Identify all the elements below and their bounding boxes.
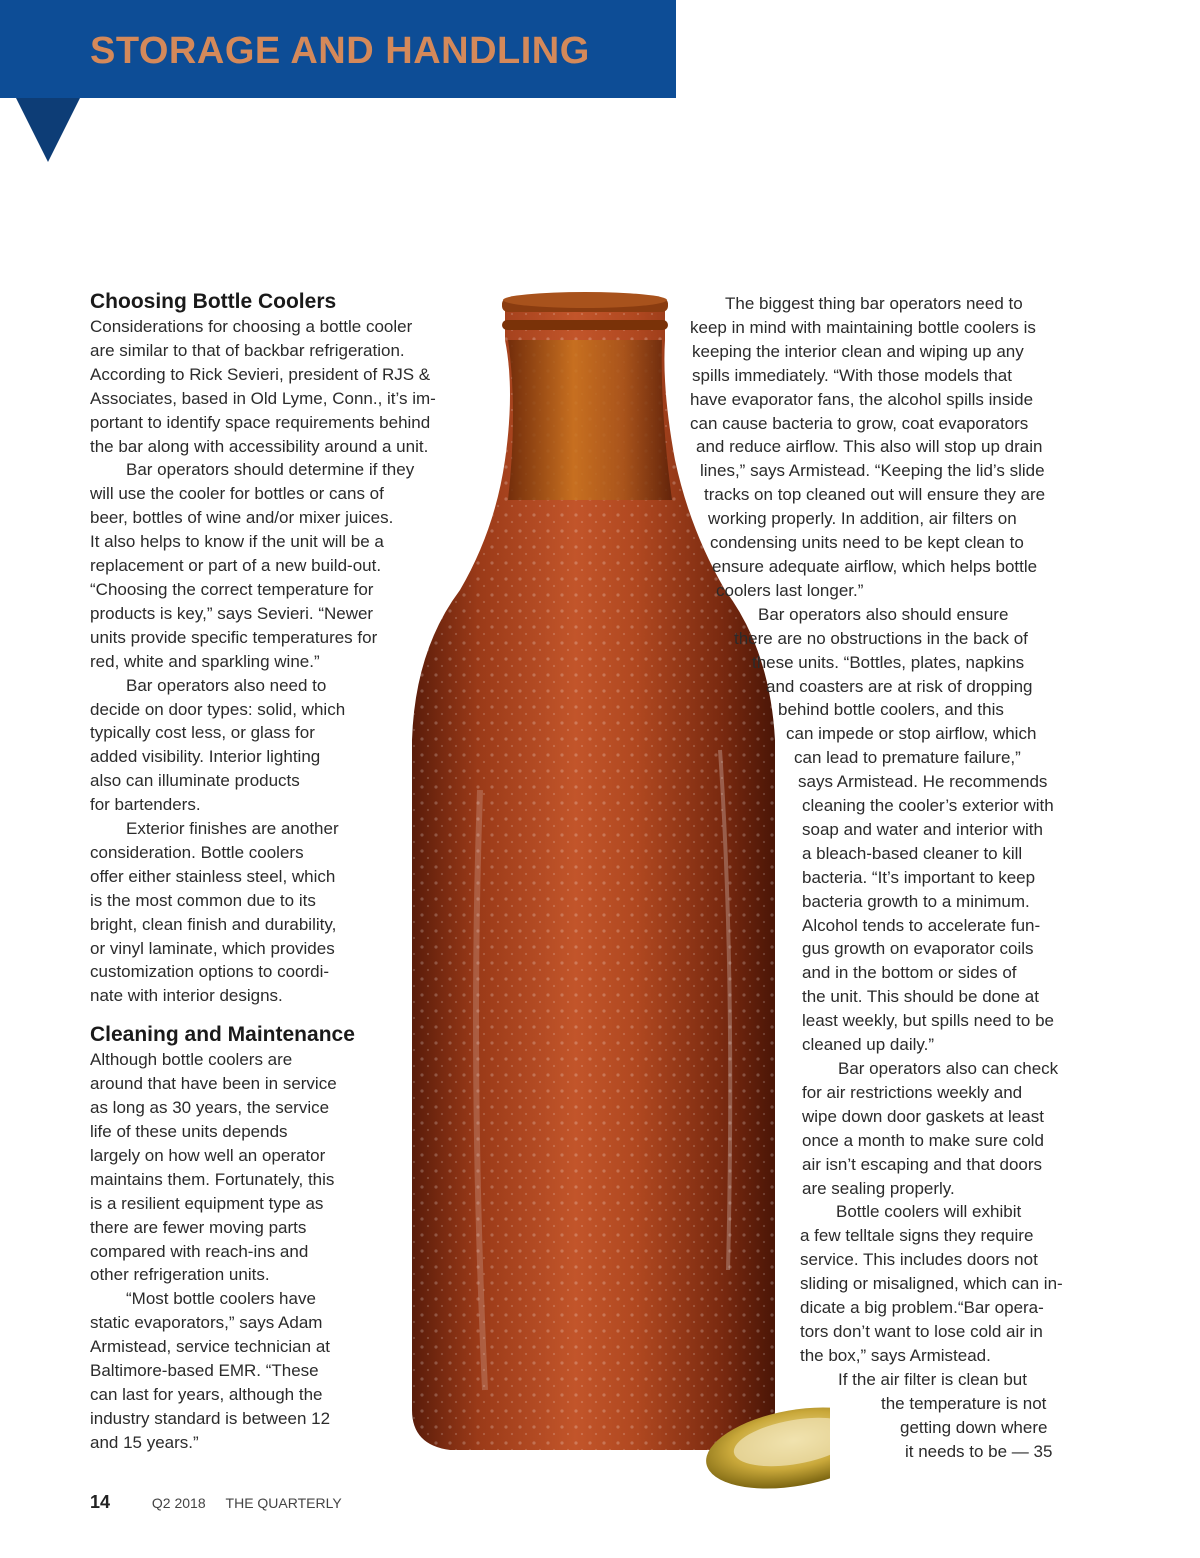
- text-line: working properly. In addition, air filters on: [708, 509, 1017, 529]
- text-line: and in the bottom or sides of: [802, 963, 1017, 983]
- text-line: getting down where: [900, 1417, 1048, 1437]
- text-line: as long as 30 years, the service: [90, 1098, 330, 1118]
- text-line: Although bottle coolers are: [90, 1050, 293, 1070]
- text-line: consideration. Bottle coolers: [90, 842, 304, 862]
- text-line: says Armistead. He recommends: [798, 772, 1048, 792]
- text-line: wipe down door gaskets at least: [802, 1106, 1044, 1126]
- text-line: keeping the interior clean and wiping up any: [692, 341, 1024, 361]
- text-line: If the air filter is clean but: [838, 1369, 1027, 1389]
- text-line: the bar along with accessibility around a unit.: [90, 436, 429, 456]
- text-line: lines,” says Armistead. “Keeping the lid’s slide: [700, 461, 1045, 481]
- text-line: offer either stainless steel, which: [90, 866, 336, 886]
- text-line: maintains them. Fortunately, this: [90, 1169, 335, 1189]
- section-banner: [0, 0, 676, 98]
- publication-name: THE QUARTERLY: [225, 1495, 342, 1511]
- text-line: other refrigeration units.: [90, 1265, 270, 1285]
- text-line: tors don’t want to lose cold air in: [800, 1321, 1043, 1341]
- text-line: and coasters are at risk of dropping: [766, 676, 1033, 696]
- heading-cleaning-and-maintenance: Cleaning and Maintenance: [90, 1023, 355, 1047]
- text-line: “Choosing the correct temperature for: [90, 579, 374, 599]
- text-line: around that have been in service: [90, 1074, 337, 1094]
- text-line: tracks on top cleaned out will ensure they are: [704, 485, 1046, 505]
- left-column: [90, 289, 436, 1455]
- text-line: the box,” says Armistead.: [800, 1345, 991, 1365]
- text-line: red, white and sparkling wine.”: [90, 651, 320, 671]
- text-line: Exterior finishes are another: [126, 819, 339, 839]
- text-line: there are no obstructions in the back of: [734, 628, 1028, 648]
- text-line: can last for years, although the: [90, 1384, 323, 1404]
- text-line: condensing units need to be kept clean to: [710, 533, 1024, 553]
- text-line: static evaporators,” says Adam: [90, 1313, 323, 1333]
- text-line: portant to identify space requirements behind: [90, 412, 431, 432]
- text-line: soap and water and interior with: [802, 819, 1043, 839]
- issue-label: Q2 2018: [151, 1495, 206, 1511]
- text-line: The biggest thing bar operators need to: [725, 294, 1023, 313]
- text-line: the unit. This should be done at: [802, 987, 1039, 1007]
- text-line: can cause bacteria to grow, coat evaporators: [690, 413, 1029, 433]
- text-line: have evaporator fans, the alcohol spills inside: [690, 389, 1034, 409]
- text-line: cleaning the cooler’s exterior with: [802, 796, 1054, 816]
- text-line: are similar to that of backbar refrigeration.: [90, 340, 405, 360]
- text-line: dicate a big problem.“Bar opera-: [800, 1298, 1044, 1318]
- text-line: Considerations for choosing a bottle cooler: [90, 317, 413, 336]
- text-line: units provide specific temperatures for: [90, 627, 378, 647]
- text-line: is a resilient equipment type as: [90, 1193, 324, 1213]
- page-number: 14: [90, 1492, 111, 1512]
- text-line: Armistead, service technician at: [90, 1337, 330, 1357]
- text-line: cleaned up daily.”: [802, 1035, 934, 1055]
- heading-choosing-bottle-coolers: Choosing Bottle Coolers: [90, 290, 337, 313]
- text-line: or vinyl laminate, which provides: [90, 938, 335, 958]
- text-line: products is key,” says Sevieri. “Newer: [90, 603, 374, 623]
- text-line: customization options to coordi-: [90, 962, 330, 982]
- text-line: these units. “Bottles, plates, napkins: [752, 652, 1025, 672]
- text-line: industry standard is between 12: [90, 1408, 331, 1428]
- text-line: Baltimore-based EMR. “These: [90, 1361, 319, 1381]
- text-line: added visibility. Interior lighting: [90, 747, 321, 767]
- text-line: beer, bottles of wine and/or mixer juices.: [90, 508, 394, 528]
- text-line: Bar operators should determine if they: [126, 460, 415, 480]
- text-line: a bleach-based cleaner to kill: [802, 843, 1023, 863]
- text-line: air isn’t escaping and that doors: [802, 1154, 1043, 1174]
- text-line: spills immediately. “With those models that: [692, 365, 1012, 385]
- text-line: behind bottle coolers, and this: [778, 700, 1004, 720]
- text-line: for bartenders.: [90, 795, 201, 815]
- text-line: gus growth on evaporator coils: [802, 939, 1034, 959]
- text-line: a few telltale signs they require: [800, 1226, 1034, 1246]
- text-line: Alcohol tends to accelerate fun-: [802, 915, 1041, 935]
- text-line: nate with interior designs.: [90, 986, 283, 1006]
- text-line: Associates, based in Old Lyme, Conn., it’s im-: [90, 388, 436, 408]
- text-line: bright, clean finish and durability,: [90, 914, 337, 934]
- text-line: largely on how well an operator: [90, 1145, 326, 1165]
- banner-tab-decoration: [16, 98, 80, 162]
- text-line: Bar operators also need to: [126, 675, 327, 695]
- text-line: will use the cooler for bottles or cans of: [90, 484, 384, 504]
- text-line: bacteria. “It’s important to keep: [802, 867, 1036, 887]
- text-line: coolers last longer.”: [716, 580, 864, 600]
- text-line: and 15 years.”: [90, 1432, 199, 1452]
- text-line: for air restrictions weekly and: [802, 1082, 1023, 1102]
- text-line: also can illuminate products: [90, 771, 300, 791]
- page-footer: [90, 1492, 342, 1513]
- text-line: life of these units depends: [90, 1122, 288, 1141]
- text-line: are sealing properly.: [802, 1178, 955, 1198]
- section-title: STORAGE AND HANDLING: [90, 30, 590, 72]
- text-line: ensure adequate airflow, which helps bottle: [712, 556, 1038, 576]
- text-line: sliding or misaligned, which can in-: [800, 1274, 1063, 1294]
- text-line: replacement or part of a new build-out.: [90, 556, 382, 576]
- text-line: can lead to premature failure,”: [794, 748, 1021, 768]
- text-line: decide on door types: solid, which: [90, 699, 346, 719]
- text-line: it needs to be — 35: [905, 1441, 1053, 1461]
- text-line: Bar operators also should ensure: [758, 604, 1009, 624]
- text-line: the temperature is not: [881, 1393, 1047, 1413]
- text-line: there are fewer moving parts: [90, 1217, 307, 1237]
- text-line: “Most bottle coolers have: [126, 1289, 316, 1309]
- text-line: least weekly, but spills need to be: [802, 1011, 1054, 1031]
- text-line: compared with reach-ins and: [90, 1241, 309, 1261]
- text-line: is the most common due to its: [90, 890, 316, 910]
- text-line: According to Rick Sevieri, president of RJS &: [90, 364, 431, 384]
- text-line: once a month to make sure cold: [802, 1130, 1044, 1150]
- text-line: and reduce airflow. This also will stop up drain: [696, 437, 1043, 457]
- text-line: It also helps to know if the unit will be a: [90, 532, 384, 552]
- text-line: bacteria growth to a minimum.: [802, 891, 1030, 911]
- text-line: Bottle coolers will exhibit: [836, 1202, 1022, 1222]
- text-line: keep in mind with maintaining bottle coolers is: [690, 317, 1036, 337]
- text-line: can impede or stop airflow, which: [786, 724, 1037, 744]
- right-column: [600, 292, 1063, 1463]
- text-line: service. This includes doors not: [800, 1250, 1038, 1270]
- text-line: Bar operators also can check: [838, 1059, 1059, 1078]
- text-line: typically cost less, or glass for: [90, 723, 315, 743]
